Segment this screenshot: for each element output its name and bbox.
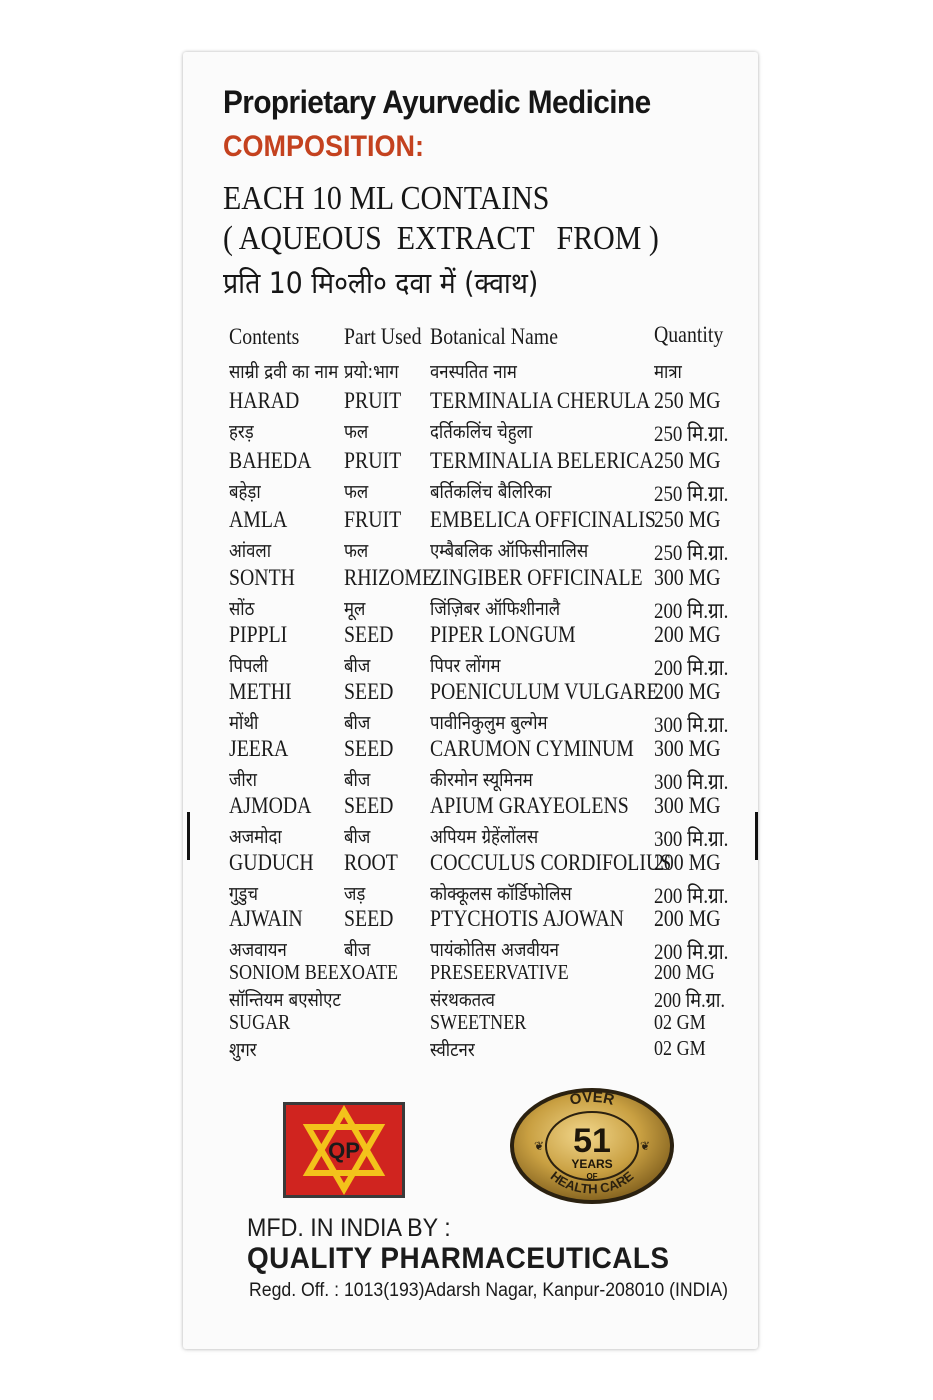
ingredient-name: PIPPLI: [229, 622, 288, 647]
part-used: PRUIT: [344, 448, 402, 473]
ingredient-name-hindi: सोंठ: [229, 598, 255, 620]
ingredient-name: BAHEDA: [229, 448, 312, 473]
carton-left-edge-mark: [187, 812, 190, 860]
extract-line: ( AQUEOUS EXTRACT FROM ): [223, 220, 659, 257]
botanical-name-hindi: कीरमोन स्यूमिनम: [430, 769, 533, 791]
part-used: ROOT: [344, 850, 398, 875]
seal-right-ornament-icon: ❦: [639, 1139, 651, 1153]
composition-heading: COMPOSITION:: [223, 130, 425, 163]
ingredient-name: AJWAIN: [229, 906, 303, 931]
ingredient-name-hindi: जीरा: [229, 769, 257, 791]
quantity-hindi: 200 मि.ग्रा.: [654, 883, 729, 908]
part-used-hindi: मूल: [344, 598, 366, 620]
quantity: 200 MG: [654, 622, 721, 647]
part-used-hindi: बीज: [344, 939, 371, 961]
quantity-hindi: 200 मि.ग्रा.: [654, 598, 729, 623]
ingredient-name-hindi: अजमोदा: [229, 826, 282, 848]
quantity-hindi: 250 मि.ग्रा.: [654, 421, 729, 446]
company-name: QUALITY PHARMACEUTICALS: [247, 1242, 670, 1275]
quantity: 200 MG: [654, 679, 721, 704]
botanical-name-hindi: स्वीटनर: [430, 1039, 475, 1061]
botanical-name: PRESEERVATIVE: [430, 960, 569, 984]
quantity-hindi: 250 मि.ग्रा.: [654, 540, 729, 565]
quantity-hindi: 200 मि.ग्रा.: [654, 988, 725, 1012]
51-years-seal: [507, 1086, 677, 1206]
header-quantity: Quantity: [654, 322, 724, 347]
dose-line: EACH 10 ML CONTAINS: [223, 180, 550, 217]
botanical-name: SWEETNER: [430, 1010, 527, 1034]
quantity-hindi: 300 मि.ग्रा.: [654, 712, 729, 737]
botanical-name-hindi: दर्तिकलिंच चेहुला: [430, 421, 533, 443]
botanical-name-hindi: कोक्कूलस कॉर्डिफोलिस: [430, 883, 572, 905]
seal-number: 51: [573, 1122, 611, 1160]
quantity-hindi: 200 मि.ग्रा.: [654, 655, 729, 680]
ingredient-name-hindi: मोंथी: [229, 712, 259, 734]
manufacturer-label: MFD. IN INDIA BY :: [247, 1214, 451, 1242]
botanical-name: COCCULUS CORDIFOLIUS: [430, 850, 672, 875]
ingredient-name-hindi: सॉन्तियम बएसोएट: [229, 989, 341, 1011]
quantity: 02 GM: [654, 1010, 706, 1034]
part-used: SEED: [344, 622, 394, 647]
botanical-name-hindi: जिंज़िबर ऑफिशीनालै: [430, 598, 561, 620]
quantity: 200 MG: [654, 850, 721, 875]
part-used-hindi: फल: [344, 481, 369, 503]
part-used: SEED: [344, 906, 394, 931]
header-botanical-name-hindi: वनस्पतित नाम: [430, 361, 517, 383]
carton-right-edge-mark: [755, 812, 758, 860]
botanical-name-hindi: पावीनिकुलुम बुल्गेम: [430, 712, 548, 734]
ingredient-name: AJMODA: [229, 793, 312, 818]
part-used: RHIZOME: [344, 565, 435, 590]
ingredient-name-hindi: बहेड़ा: [229, 481, 261, 503]
registered-address: Regd. Off. : 1013(193)Adarsh Nagar, Kanpur-208010 (INDIA): [249, 1280, 729, 1301]
ingredient-name-hindi: अजवायन: [229, 939, 287, 961]
quantity: 200 MG: [654, 960, 715, 984]
botanical-name: EMBELICA OFFICINALIS: [430, 507, 656, 532]
ingredient-name-hindi: पिपली: [229, 655, 268, 677]
ingredient-name: SUGAR: [229, 1010, 291, 1034]
botanical-name: POENICULUM VULGARE: [430, 679, 659, 704]
qp-logo: [283, 1102, 405, 1198]
part-used: SEED: [344, 793, 394, 818]
ingredient-name-hindi: हरड़: [229, 421, 254, 443]
botanical-name: TERMINALIA CHERULA: [430, 388, 651, 413]
quantity: 300 MG: [654, 736, 721, 761]
ingredient-name: GUDUCH: [229, 850, 314, 875]
part-used-hindi: फल: [344, 540, 369, 562]
part-used: SEED: [344, 736, 394, 761]
botanical-name: ZINGIBER OFFICINALE: [430, 565, 643, 590]
botanical-name-hindi: एम्बैबलिक ऑफिसीनालिस: [430, 540, 589, 562]
ingredient-name-hindi: आंवला: [229, 540, 272, 562]
seal-of-text: OF: [586, 1172, 598, 1181]
botanical-name-hindi: पायंकोतिस अजवीयन: [430, 939, 559, 961]
part-used-hindi: बीज: [344, 826, 371, 848]
quantity-hindi: 02 GM: [654, 1036, 706, 1060]
part-used: PRUIT: [344, 388, 402, 413]
quantity-hindi: 250 मि.ग्रा.: [654, 481, 729, 506]
part-used-hindi: बीज: [344, 712, 371, 734]
header-quantity-hindi: मात्रा: [654, 361, 682, 383]
part-used-hindi: बीज: [344, 655, 371, 677]
ingredient-name: SONIOM BEEXOATE: [229, 960, 399, 984]
ingredient-name: JEERA: [229, 736, 289, 761]
ingredient-name-hindi: गुडुच: [229, 883, 258, 905]
part-used-hindi: फल: [344, 421, 369, 443]
hindi-dose-line: प्रति 10 मि०ली० दवा में (क्वाथ): [223, 266, 539, 300]
seal-health-care-text: HEALTH CARE: [547, 1168, 637, 1197]
header-part-used-hindi: प्रयो:भाग: [344, 361, 399, 383]
quantity-hindi: 200 मि.ग्रा.: [654, 939, 729, 964]
botanical-name: APIUM GRAYEOLENS: [430, 793, 629, 818]
part-used-hindi: बीज: [344, 769, 371, 791]
seal-left-ornament-icon: ❦: [533, 1139, 545, 1153]
quantity: 250 MG: [654, 507, 721, 532]
quantity: 300 MG: [654, 565, 721, 590]
botanical-name-hindi: पिपर लोंगम: [430, 655, 501, 677]
quantity-hindi: 300 मि.ग्रा.: [654, 769, 729, 794]
quantity: 200 MG: [654, 906, 721, 931]
part-used-hindi: जड़: [344, 883, 366, 905]
header-contents-hindi: साम्री द्रवी का नाम: [229, 361, 339, 383]
product-category-title: Proprietary Ayurvedic Medicine: [223, 84, 651, 120]
ingredient-name-hindi: शुगर: [229, 1039, 257, 1061]
ingredient-name: SONTH: [229, 565, 295, 590]
quantity: 300 MG: [654, 793, 721, 818]
quantity-hindi: 300 मि.ग्रा.: [654, 826, 729, 851]
botanical-name: CARUMON CYMINUM: [430, 736, 634, 761]
ingredient-name: HARAD: [229, 388, 300, 413]
part-used: SEED: [344, 679, 394, 704]
header-part-used: Part Used: [344, 324, 422, 349]
quantity: 250 MG: [654, 448, 721, 473]
ingredient-name: METHI: [229, 679, 292, 704]
header-botanical-name: Botanical Name: [430, 324, 558, 349]
ingredient-name: AMLA: [229, 507, 288, 532]
botanical-name: PTYCHOTIS AJOWAN: [430, 906, 624, 931]
botanical-name-hindi: अपियम ग्रेहेंलोंलस: [430, 826, 539, 848]
botanical-name-hindi: संरथकतत्व: [430, 989, 495, 1011]
botanical-name: TERMINALIA BELERICA: [430, 448, 654, 473]
header-contents: Contents: [229, 324, 300, 349]
botanical-name: PIPER LONGUM: [430, 622, 576, 647]
seal-over-text: OVER: [568, 1088, 616, 1109]
seal-years-text: YEARS: [571, 1157, 613, 1171]
quantity: 250 MG: [654, 388, 721, 413]
botanical-name-hindi: बर्तिकलिंच बैलिरिका: [430, 481, 552, 503]
qp-logo-text: QP: [328, 1138, 360, 1163]
part-used: FRUIT: [344, 507, 402, 532]
